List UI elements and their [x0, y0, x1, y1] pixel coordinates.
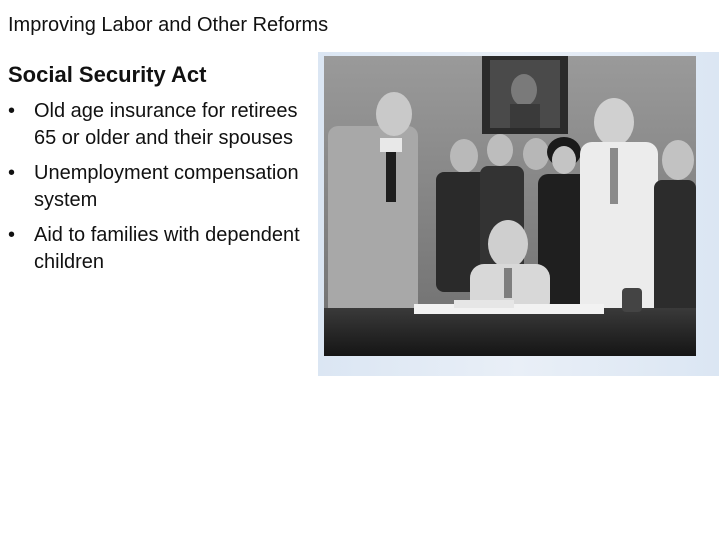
bullet-text: Old age insurance for retirees 65 or older and their spouses: [34, 100, 298, 149]
slide-title: Improving Labor and Other Reforms: [8, 14, 329, 36]
section-heading: Social Security Act: [8, 62, 207, 87]
bullet-icon: •: [8, 162, 16, 184]
photo-frame: [318, 52, 719, 376]
bullet-text: Aid to families with dependent children: [34, 224, 300, 273]
bullet-icon: •: [8, 224, 16, 246]
bullet-icon: •: [8, 100, 16, 122]
list-item: [8, 222, 308, 276]
list-item: [8, 160, 308, 214]
historical-photo-signing-icon: [324, 56, 696, 356]
bullet-list: [8, 98, 308, 284]
list-item: [8, 98, 308, 152]
bullet-text: Unemployment compensation system: [34, 162, 299, 211]
